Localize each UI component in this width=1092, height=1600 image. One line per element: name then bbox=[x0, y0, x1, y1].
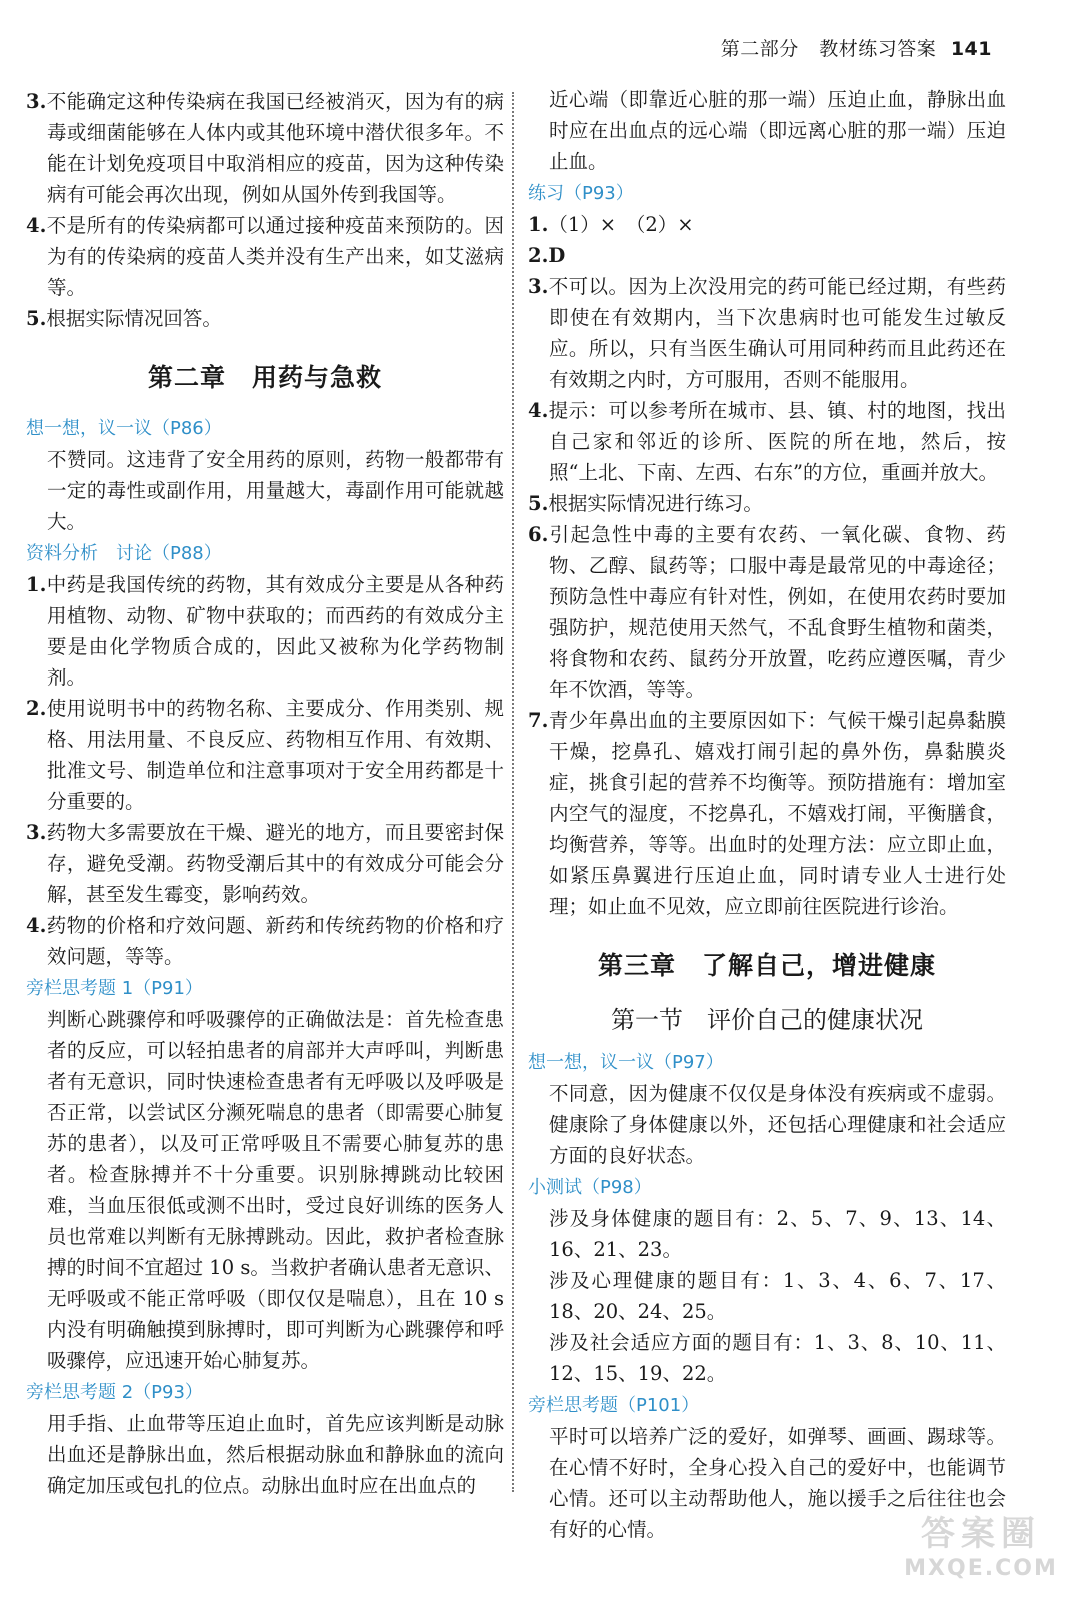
list-item: 1.（1）× （2）× bbox=[528, 213, 694, 236]
list-item: 4.不是所有的传染病都可以通过接种疫苗来预防的。因为有的传染病的疫苗人类并没有生产出来，如艾滋病等。 bbox=[26, 214, 504, 299]
list-item: 3.不可以。因为上次没用完的药可能已经过期，有些药即使在有效期内，当下次患病时也可能发生过敏反应。所以，只有当医生确认可用同种药而且此药还在有效期之内时，方可服用，否则不能服用。 bbox=[528, 275, 1006, 391]
section-heading: 小测试（P98） bbox=[528, 1177, 652, 1198]
page-number: 141 bbox=[950, 38, 992, 60]
list-item: 5.根据实际情况回答。 bbox=[26, 307, 222, 330]
list-item: 4.药物的价格和疗效问题、新药和传统药物的价格和疗效问题，等等。 bbox=[26, 914, 504, 968]
section-heading: 想一想，议一议（P97） bbox=[528, 1052, 724, 1073]
watermark-logo: 答案圈 bbox=[921, 1514, 1041, 1554]
quiz-line: 涉及身体健康的题目有：2、5、7、9、13、14、16、21、23。 bbox=[549, 1207, 1006, 1261]
quiz-line: 涉及社会适应方面的题目有：1、3、8、10、11、12、15、19、22。 bbox=[549, 1331, 1006, 1385]
answer-text: 近心端（即靠近心脏的那一端）压迫止血，静脉出血时应在出血点的远心端（即远离心脏的那一端）压迫止血。 bbox=[549, 88, 1006, 173]
section-heading: 旁栏思考题 2（P93） bbox=[26, 1382, 203, 1403]
chapter-title: 第二章 用药与急救 bbox=[147, 363, 382, 392]
header-part: 第二部分 bbox=[720, 38, 799, 60]
list-item: 1.中药是我国传统的药物，其有效成分主要是从各种药用植物、动物、矿物中获取的；而西药的有效成分主要是由化学物质合成的，因此又被称为化学药物制剂。 bbox=[26, 573, 504, 689]
answer-text: 平时可以培养广泛的爱好，如弹琴、画画、踢球等。在心情不好时，全身心投入自己的爱好中，也能调节心情。还可以主动帮助他人，施以援手之后往往也会有好的心情。 bbox=[549, 1425, 1006, 1541]
right-column bbox=[528, 84, 1006, 1545]
header-book: 教材练习答案 bbox=[819, 38, 937, 60]
section-heading: 旁栏思考题（P101） bbox=[528, 1395, 700, 1416]
chapter-title: 第三章 了解自己，增进健康 bbox=[597, 951, 936, 980]
list-item: 6.引起急性中毒的主要有农药、一氧化碳、食物、药物、乙醇、鼠药等；口服中毒是最常见的中毒途径；预防急性中毒应有针对性，例如，在使用农药时要加强防护，规范使用天然气，不乱食野生植物和菌类，将食物和农药、鼠药分开放置，吃药应遵医嘱，青少年不饮酒，等等。 bbox=[528, 523, 1006, 701]
answer-text: 不赞同。这违背了安全用药的原则，药物一般都带有一定的毒性或副作用，用量越大，毒副作用可能就越大。 bbox=[47, 448, 504, 533]
watermark bbox=[886, 1512, 1076, 1592]
quiz-line: 涉及心理健康的题目有：1、3、4、6、7、17、18、20、24、25。 bbox=[549, 1269, 1006, 1323]
answer-text: 用手指、止血带等压迫止血时，首先应该判断是动脉出血还是静脉出血，然后根据动脉血和静脉血的流向确定加压或包扎的位点。动脉出血时应在出血点的 bbox=[47, 1412, 504, 1497]
section-heading: 资料分析 讨论（P88） bbox=[26, 543, 222, 564]
list-item: 2.D bbox=[528, 244, 566, 267]
list-item: 2.使用说明书中的药物名称、主要成分、作用类别、规格、用法用量、不良反应、药物相互作用、有效期、批准文号、制造单位和注意事项对于安全用药都是十分重要的。 bbox=[26, 697, 504, 813]
list-item: 4.提示：可以参考所在城市、县、镇、村的地图，找出自己家和邻近的诊所、医院的所在地，然后，按照“上北、下南、左西、右东”的方位，重画并放大。 bbox=[528, 399, 1006, 484]
answer-text: 不同意，因为健康不仅仅是身体没有疾病或不虚弱。健康除了身体健康以外，还包括心理健康和社会适应方面的良好状态。 bbox=[549, 1082, 1006, 1167]
column-divider bbox=[512, 92, 514, 1492]
section-title: 第一节 评价自己的健康状况 bbox=[611, 1006, 923, 1034]
section-heading: 练习（P93） bbox=[528, 183, 634, 204]
left-column bbox=[26, 86, 504, 1501]
list-item: 7.青少年鼻出血的主要原因如下：气候干燥引起鼻黏膜干燥，挖鼻孔、嬉戏打闹引起的鼻外伤，鼻黏膜炎症，挑食引起的营养不均衡等。预防措施有：增加室内空气的湿度，不挖鼻孔，不嬉戏打闹，平衡膳食，均衡营养，等等。出血时的处理方法：应立即止血，如紧压鼻翼进行压迫止血，同时请专业人士进行处理；如止血不见效，应立即前往医院进行诊治。 bbox=[528, 709, 1006, 918]
list-item: 5.根据实际情况进行练习。 bbox=[528, 492, 763, 515]
section-heading: 旁栏思考题 1（P91） bbox=[26, 978, 203, 999]
watermark-url: MXQE.COM bbox=[904, 1556, 1058, 1581]
list-item: 3.不能确定这种传染病在我国已经被消灭，因为有的病毒或细菌能够在人体内或其他环境中潜伏很多年。不能在计划免疫项目中取消相应的疫苗，因为这种传染病有可能会再次出现，例如从国外传到我国等。 bbox=[26, 90, 504, 206]
section-heading: 想一想，议一议（P86） bbox=[26, 418, 222, 439]
answer-text: 判断心跳骤停和呼吸骤停的正确做法是：首先检查患者的反应，可以轻拍患者的肩部并大声呼叫，判断患者有无意识，同时快速检查患者有无呼吸以及呼吸是否正常，以尝试区分濒死喘息的患者（即需要心肺复苏的患者），以及可正常呼吸且不需要心肺复苏的患者。检查脉搏并不十分重要。识别脉搏跳动比较困难，当血压很低或测不出时，受过良好训练的医务人员也常难以判断有无脉搏跳动。因此，救护者检查脉搏的时间不宜超过 10 s。当救护者确认患者无意识、无呼吸或不能正常呼吸（即仅仅是喘息），且在 10 s 内没有明确触摸到脉搏时，即可判断为心跳骤停和呼吸骤停，应迅速开始心肺复苏。 bbox=[47, 1008, 504, 1372]
page-header bbox=[721, 34, 992, 61]
list-item: 3.药物大多需要放在干燥、避光的地方，而且要密封保存，避免受潮。药物受潮后其中的有效成分可能会分解，甚至发生霉变，影响药效。 bbox=[26, 821, 504, 906]
